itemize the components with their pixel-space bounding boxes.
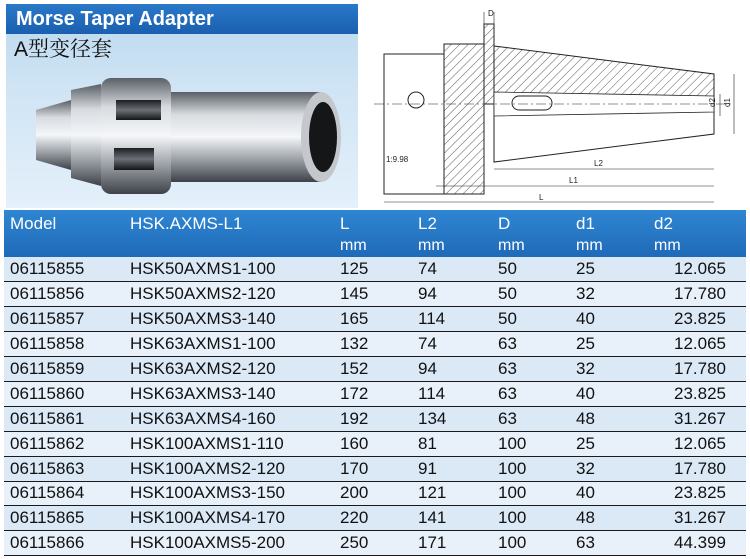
cell-l: 165 bbox=[338, 307, 416, 332]
col-header-d2: d2 mm bbox=[652, 210, 746, 257]
cell-model: 06115860 bbox=[4, 381, 124, 406]
cell-d2: 17.780 bbox=[652, 456, 746, 481]
table-row bbox=[4, 531, 746, 556]
dim-label-d2: d2 bbox=[708, 98, 717, 107]
table-row bbox=[4, 282, 746, 307]
cell-l: 172 bbox=[338, 381, 416, 406]
dim-label-l2: L2 bbox=[594, 159, 603, 168]
table-row bbox=[4, 456, 746, 481]
cell-l: 152 bbox=[338, 357, 416, 382]
cell-d2: 31.267 bbox=[652, 406, 746, 431]
cell-d: 50 bbox=[496, 282, 574, 307]
cell-l: 192 bbox=[338, 406, 416, 431]
dim-label-l1: L1 bbox=[569, 176, 578, 185]
table-row bbox=[4, 431, 746, 456]
cell-l2: 81 bbox=[416, 431, 496, 456]
cell-d2: 12.065 bbox=[652, 257, 746, 282]
cell-l: 125 bbox=[338, 257, 416, 282]
cell-hsk: HSK50AXMS2-120 bbox=[124, 282, 338, 307]
cell-d1: 48 bbox=[574, 506, 652, 531]
cell-d: 50 bbox=[496, 257, 574, 282]
cell-l2: 171 bbox=[416, 531, 496, 556]
cell-d: 63 bbox=[496, 381, 574, 406]
cell-model: 06115856 bbox=[4, 282, 124, 307]
cell-d2: 12.065 bbox=[652, 431, 746, 456]
cell-model: 06115858 bbox=[4, 332, 124, 357]
cell-l2: 94 bbox=[416, 357, 496, 382]
cell-d1: 48 bbox=[574, 406, 652, 431]
spec-table-container bbox=[4, 210, 746, 555]
cell-hsk: HSK100AXMS5-200 bbox=[124, 531, 338, 556]
dim-label-d1: d1 bbox=[723, 98, 732, 107]
cell-d1: 32 bbox=[574, 282, 652, 307]
spec-table bbox=[4, 210, 746, 556]
cell-d2: 23.825 bbox=[652, 481, 746, 506]
cell-hsk: HSK100AXMS1-110 bbox=[124, 431, 338, 456]
col-header-model: Model bbox=[10, 214, 57, 233]
cell-d: 63 bbox=[496, 357, 574, 382]
table-body bbox=[4, 257, 746, 556]
unit-label: mm bbox=[498, 237, 525, 254]
drawing-svg bbox=[364, 4, 744, 208]
col-header-hsk: HSK.AXMS-L1 bbox=[130, 214, 243, 233]
cell-l: 132 bbox=[338, 332, 416, 357]
cell-hsk: HSK100AXMS3-150 bbox=[124, 481, 338, 506]
col-header-d1: d1 mm bbox=[574, 210, 652, 257]
dim-label-taper: 1:9.98 bbox=[386, 155, 409, 164]
cell-hsk: HSK63AXMS1-100 bbox=[124, 332, 338, 357]
cell-l2: 94 bbox=[416, 282, 496, 307]
cell-l: 145 bbox=[338, 282, 416, 307]
cell-d: 100 bbox=[496, 506, 574, 531]
unit-label: mm bbox=[654, 237, 681, 254]
cell-l: 220 bbox=[338, 506, 416, 531]
cell-model: 06115861 bbox=[4, 406, 124, 431]
cell-d2: 17.780 bbox=[652, 357, 746, 382]
cell-d1: 40 bbox=[574, 481, 652, 506]
cell-hsk: HSK100AXMS2-120 bbox=[124, 456, 338, 481]
table-header bbox=[4, 210, 746, 257]
cell-model: 06115863 bbox=[4, 456, 124, 481]
dim-label-d: D bbox=[488, 9, 494, 18]
top-panel bbox=[6, 4, 744, 208]
table-row bbox=[4, 332, 746, 357]
col-header-l: L mm bbox=[338, 210, 416, 257]
cell-d2: 44.399 bbox=[652, 531, 746, 556]
cell-l2: 114 bbox=[416, 307, 496, 332]
technical-drawing bbox=[364, 4, 744, 208]
cell-d1: 40 bbox=[574, 307, 652, 332]
unit-label: mm bbox=[576, 237, 603, 254]
cell-l: 160 bbox=[338, 431, 416, 456]
unit-label: mm bbox=[418, 237, 445, 254]
cell-hsk: HSK50AXMS1-100 bbox=[124, 257, 338, 282]
cell-d: 100 bbox=[496, 431, 574, 456]
table-row bbox=[4, 381, 746, 406]
cell-d: 63 bbox=[496, 406, 574, 431]
table-row bbox=[4, 481, 746, 506]
cell-model: 06115855 bbox=[4, 257, 124, 282]
cell-d: 100 bbox=[496, 456, 574, 481]
cell-d1: 63 bbox=[574, 531, 652, 556]
cell-d: 100 bbox=[496, 531, 574, 556]
cell-d: 50 bbox=[496, 307, 574, 332]
cell-model: 06115865 bbox=[4, 506, 124, 531]
col-header-d: D mm bbox=[496, 210, 574, 257]
cell-l: 200 bbox=[338, 481, 416, 506]
cell-model: 06115857 bbox=[4, 307, 124, 332]
cell-d: 63 bbox=[496, 332, 574, 357]
cell-l2: 74 bbox=[416, 332, 496, 357]
cell-hsk: HSK63AXMS4-160 bbox=[124, 406, 338, 431]
cell-hsk: HSK50AXMS3-140 bbox=[124, 307, 338, 332]
cell-d2: 12.065 bbox=[652, 332, 746, 357]
cell-hsk: HSK63AXMS3-140 bbox=[124, 381, 338, 406]
table-row bbox=[4, 506, 746, 531]
cell-d2: 17.780 bbox=[652, 282, 746, 307]
cell-model: 06115862 bbox=[4, 431, 124, 456]
table-row bbox=[4, 406, 746, 431]
page-subtitle: A型变径套 bbox=[14, 38, 113, 61]
cell-d1: 32 bbox=[574, 456, 652, 481]
title-bar bbox=[6, 4, 358, 34]
cell-l: 170 bbox=[338, 456, 416, 481]
cell-l2: 91 bbox=[416, 456, 496, 481]
page-title: Morse Taper Adapter bbox=[16, 8, 214, 30]
cell-d: 100 bbox=[496, 481, 574, 506]
cell-l: 250 bbox=[338, 531, 416, 556]
cell-model: 06115864 bbox=[4, 481, 124, 506]
product-photo bbox=[26, 70, 346, 198]
cell-model: 06115859 bbox=[4, 357, 124, 382]
table-row bbox=[4, 257, 746, 282]
table-row bbox=[4, 357, 746, 382]
unit-label: mm bbox=[340, 237, 367, 254]
cell-d2: 23.825 bbox=[652, 381, 746, 406]
cell-l2: 74 bbox=[416, 257, 496, 282]
table-row bbox=[4, 307, 746, 332]
cell-l2: 121 bbox=[416, 481, 496, 506]
cell-d1: 32 bbox=[574, 357, 652, 382]
cell-l2: 141 bbox=[416, 506, 496, 531]
cell-d1: 40 bbox=[574, 381, 652, 406]
cell-model: 06115866 bbox=[4, 531, 124, 556]
cell-d1: 25 bbox=[574, 257, 652, 282]
cell-l2: 114 bbox=[416, 381, 496, 406]
col-header-l2: L2 mm bbox=[416, 210, 496, 257]
cell-l2: 134 bbox=[416, 406, 496, 431]
cell-d1: 25 bbox=[574, 431, 652, 456]
dim-label-l: L bbox=[539, 193, 544, 202]
cell-d2: 31.267 bbox=[652, 506, 746, 531]
cell-hsk: HSK100AXMS4-170 bbox=[124, 506, 338, 531]
cell-hsk: HSK63AXMS2-120 bbox=[124, 357, 338, 382]
cell-d2: 23.825 bbox=[652, 307, 746, 332]
photo-panel bbox=[6, 4, 358, 208]
cell-d1: 25 bbox=[574, 332, 652, 357]
